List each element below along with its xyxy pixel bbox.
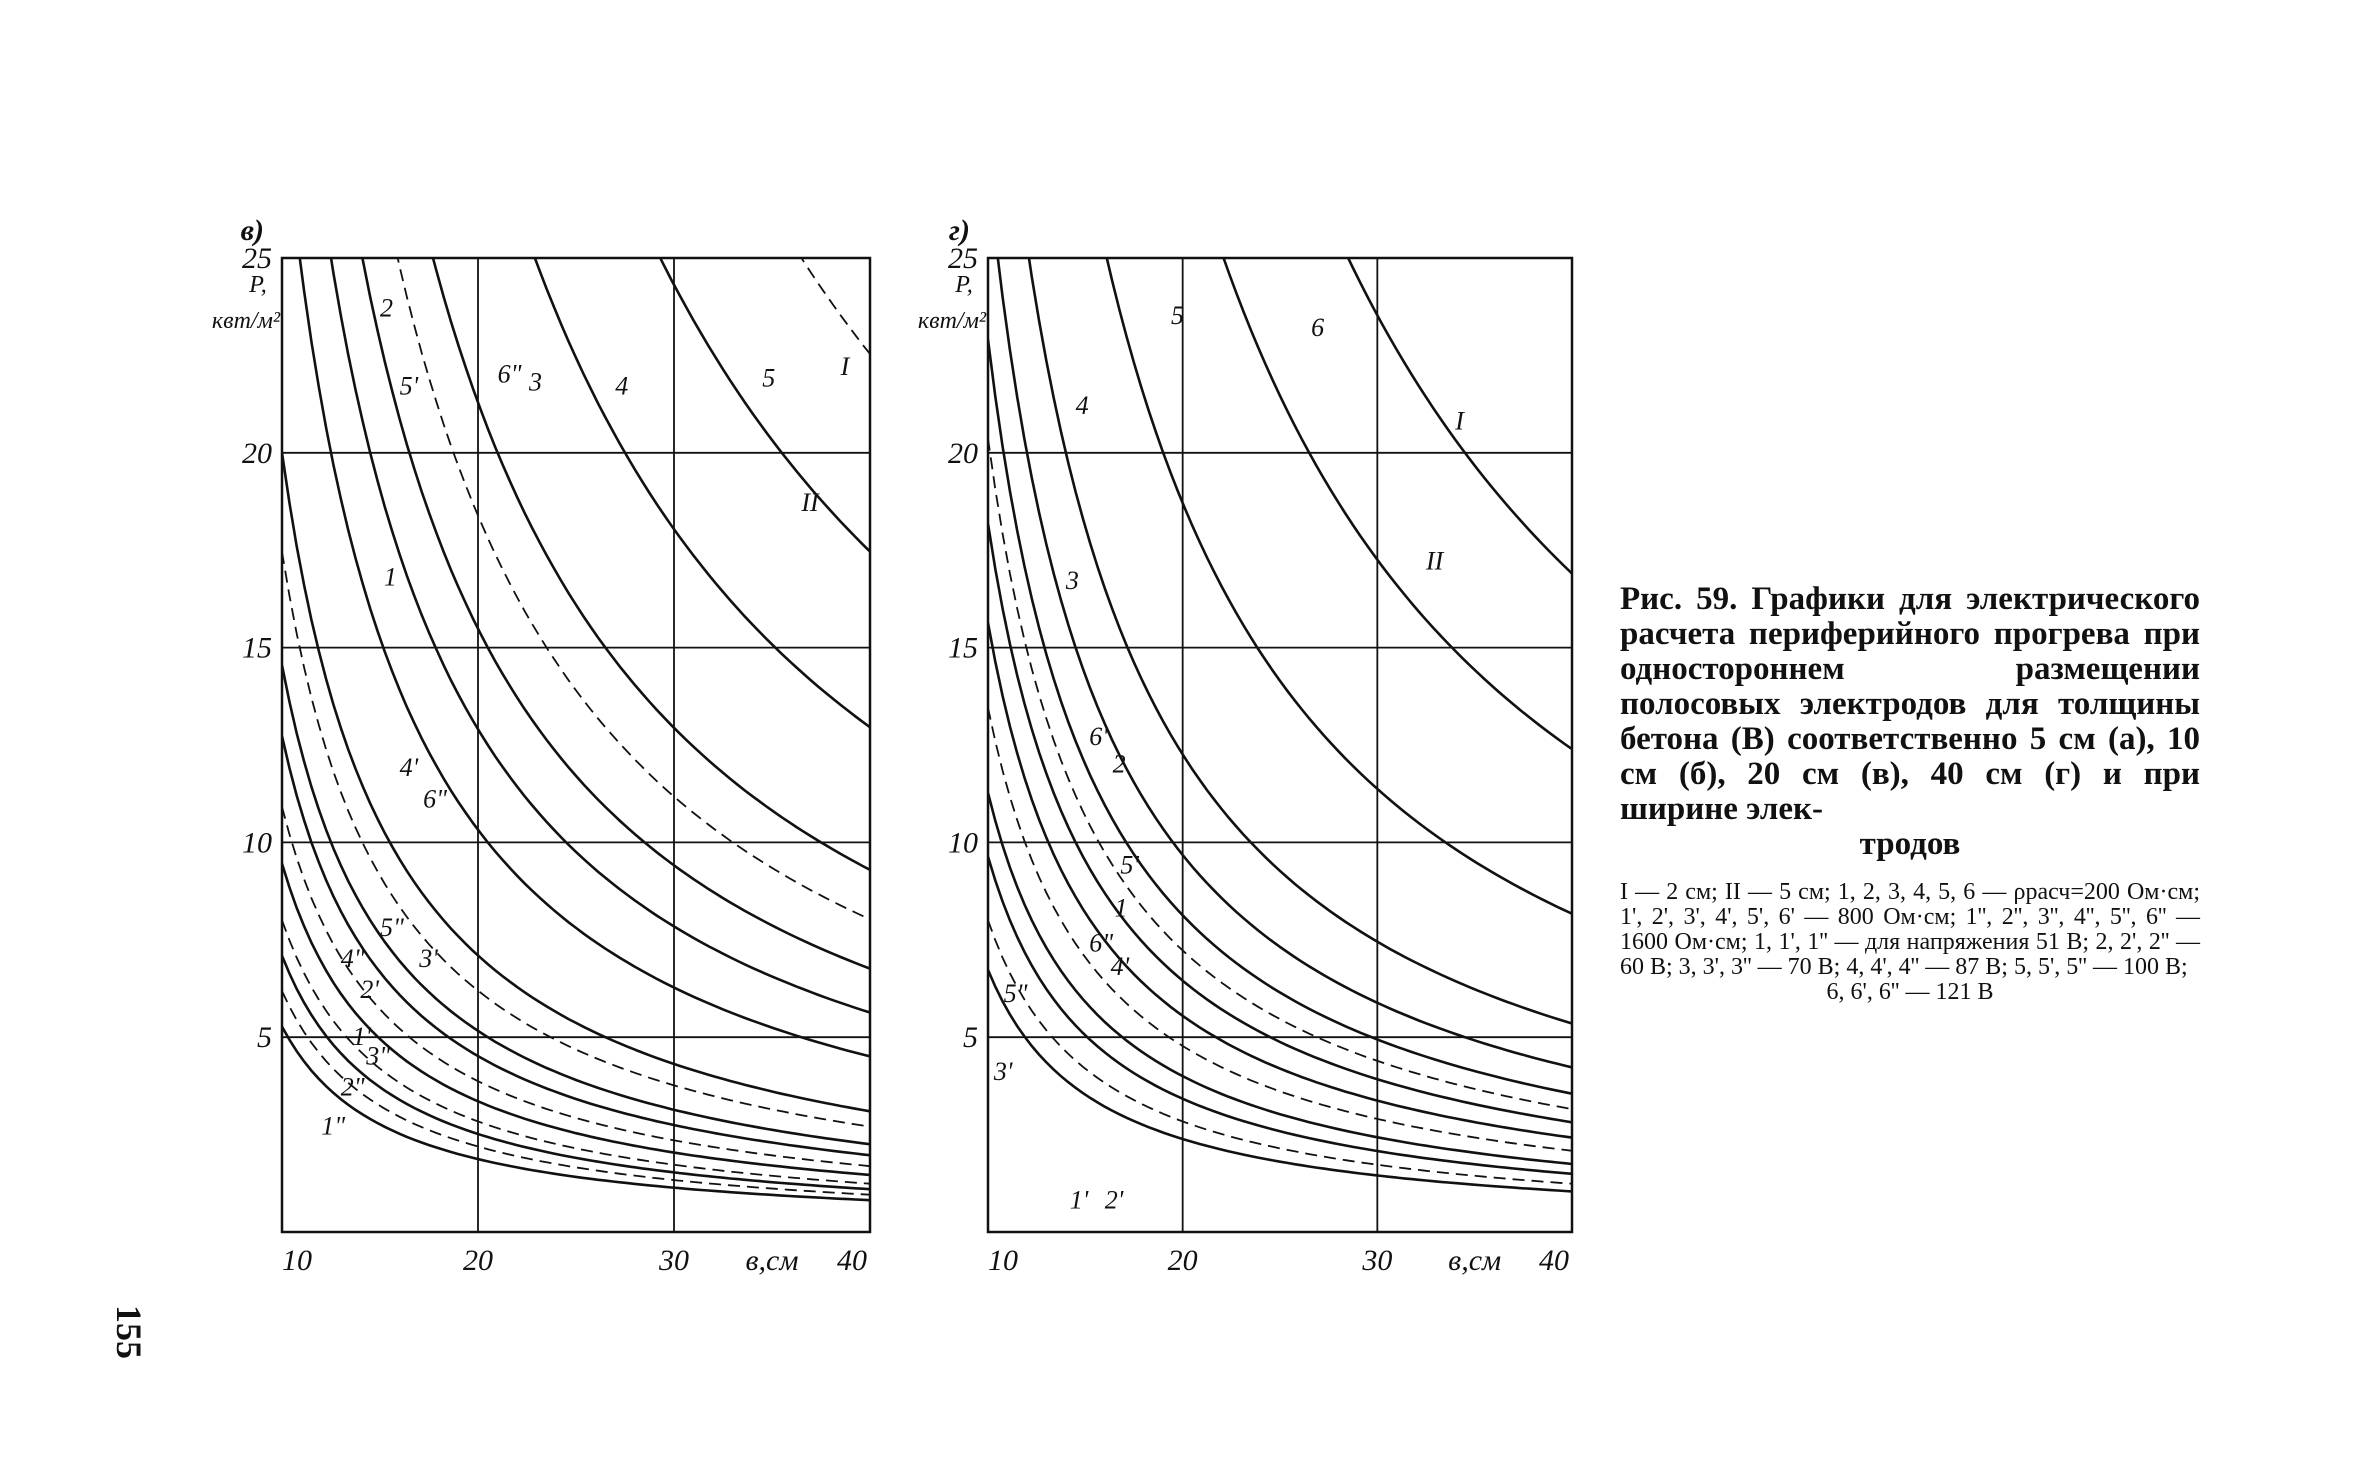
curve-label: 3 (528, 367, 542, 397)
figure-legend (1620, 880, 2200, 1005)
curve-label: 5" (380, 912, 404, 942)
panel-label: г) (948, 214, 970, 247)
y-tick-label: 15 (948, 631, 978, 665)
figure-caption (1620, 582, 2200, 862)
x-axis-label: в,см (745, 1244, 799, 1277)
curve-label: 4" (340, 944, 365, 974)
x-axis-label: в,см (1448, 1244, 1502, 1277)
y-tick-label: 10 (242, 826, 272, 860)
y-axis-unit: квт/м² (211, 308, 281, 334)
curve-label: 2 (1112, 749, 1126, 779)
series-curve-4p (282, 453, 870, 1112)
series-curve-5 (988, 0, 1572, 749)
series-curve-3 (988, 0, 1572, 1024)
curve-label: 3 (1065, 566, 1079, 596)
y-tick-label: 25 (948, 242, 978, 275)
curve-label: 1 (383, 562, 397, 592)
curve-label: I (840, 351, 850, 381)
curve-label: 2" (340, 1072, 365, 1102)
x-tick-label: 20 (463, 1244, 493, 1277)
series-curve-4pp (282, 864, 870, 1175)
curve-label: II (801, 488, 819, 518)
series-curve-3p (282, 736, 870, 1155)
series-curve-3p (988, 857, 1572, 1174)
page-number: 155 (109, 1305, 149, 1359)
x-tick-label: 30 (659, 1244, 689, 1277)
x-tick-label: 40 (837, 1244, 867, 1277)
curve-label: 5" (1003, 979, 1028, 1009)
series-curve-4 (282, 0, 870, 727)
y-tick-label: 25 (242, 242, 272, 275)
curve-label: 5 (762, 363, 776, 393)
curve-label: 4 (615, 371, 629, 401)
y-axis-label: P, (249, 272, 267, 298)
series-curve-6p (988, 170, 1572, 1068)
curve-label: 5' (1120, 850, 1139, 880)
y-tick-label: 10 (948, 826, 978, 860)
series-curve-1 (988, 524, 1572, 1123)
series-curve-2p (988, 920, 1572, 1183)
y-axis-label: P, (955, 272, 973, 298)
x-tick-label: 30 (1362, 1244, 1393, 1277)
caption-main-last: тродов (1859, 826, 1961, 862)
legend-last: 6, 6', 6'' — 121 В (1826, 979, 1994, 1005)
series-curve-5 (282, 0, 870, 552)
chart-panel-1 (212, 0, 870, 1277)
series-curve-6p (282, 0, 870, 919)
curve-label: II (1426, 546, 1444, 576)
y-tick-label: 15 (242, 631, 272, 665)
curve-label: 5 (1170, 301, 1184, 331)
curve-label: 3' (419, 944, 438, 974)
curve-label: 2' (1104, 1185, 1124, 1215)
series-curve-5pp (988, 793, 1572, 1164)
x-tick-label: 40 (1539, 1244, 1569, 1277)
curve-label: 6 (1311, 312, 1325, 342)
plot-frame (282, 258, 870, 1232)
curve-label: 1" (321, 1111, 346, 1141)
curve-label: 6' (1089, 722, 1108, 751)
series-curve-1 (282, 99, 870, 1057)
series-curve-5pp (282, 665, 870, 1144)
y-tick-label: 20 (948, 436, 978, 470)
series-curve-4 (988, 0, 1572, 914)
panel-label: в) (240, 214, 264, 247)
curve-label: 4' (399, 753, 419, 783)
curve-label: 2' (360, 975, 379, 1005)
curve-label: 1' (1069, 1185, 1089, 1215)
x-tick-label: 20 (1167, 1244, 1198, 1277)
y-tick-label: 20 (242, 436, 272, 470)
curve-label: 2 (380, 293, 393, 323)
curve-label: 1' (352, 1021, 372, 1051)
series-curve-6pp (988, 623, 1572, 1138)
x-tick-label: 10 (988, 1244, 1018, 1277)
series-curve-1p (988, 970, 1572, 1192)
curve-label: 5' (399, 371, 419, 401)
legend-text: I — 2 см; II — 5 см; 1, 2, 3, 4, 5, 6 — ρрасч=200 Ом·см; 1', 2', 3', 4', 5', 6' — 800 Ом·см; 1'', 2'', 3'', 4'', 5'', 6'' — 1600 Ом·см; 1, 1', 1'' — для напряжения 51 В; 2, 2', 2'' — 60 В; 3, 3', 3'' — 70 В; 4, 4', 4'' — 87 В; 5, 5', 5'' — 100 В; (1620, 879, 2200, 980)
curve-label: 6" (1089, 928, 1114, 958)
curve-label: 4' (1110, 951, 1130, 981)
series-curve-4p (988, 708, 1572, 1151)
curve-label: 4 (1075, 390, 1089, 420)
curve-label: 3" (366, 1041, 391, 1071)
series-curve-3 (282, 0, 870, 870)
curve-label: I (1455, 406, 1464, 436)
curve-label: 6" (423, 784, 448, 814)
series-curve-5p (988, 439, 1572, 1110)
y-tick-label: 5 (963, 1021, 978, 1055)
series-curve-5p (282, 0, 870, 1013)
chart-panel-2 (918, 0, 1572, 1277)
caption-main: Рис. 59. Графики для электрического расчета периферийного прогрева при одностороннем размещении полосовых электродов для толщины бетона (B) соответственно 5 см (а), 10 см (б), 20 см (в), 40 см (г) и при ширине элек- (1620, 581, 2200, 827)
curve-label: 3' (993, 1057, 1013, 1087)
y-tick-label: 5 (257, 1021, 272, 1055)
curve-label: 1 (1114, 893, 1128, 923)
curve-label: 6" (497, 359, 522, 389)
series-curve-2 (282, 0, 870, 969)
x-tick-label: 10 (282, 1244, 312, 1277)
y-axis-unit: квт/м² (917, 308, 987, 334)
